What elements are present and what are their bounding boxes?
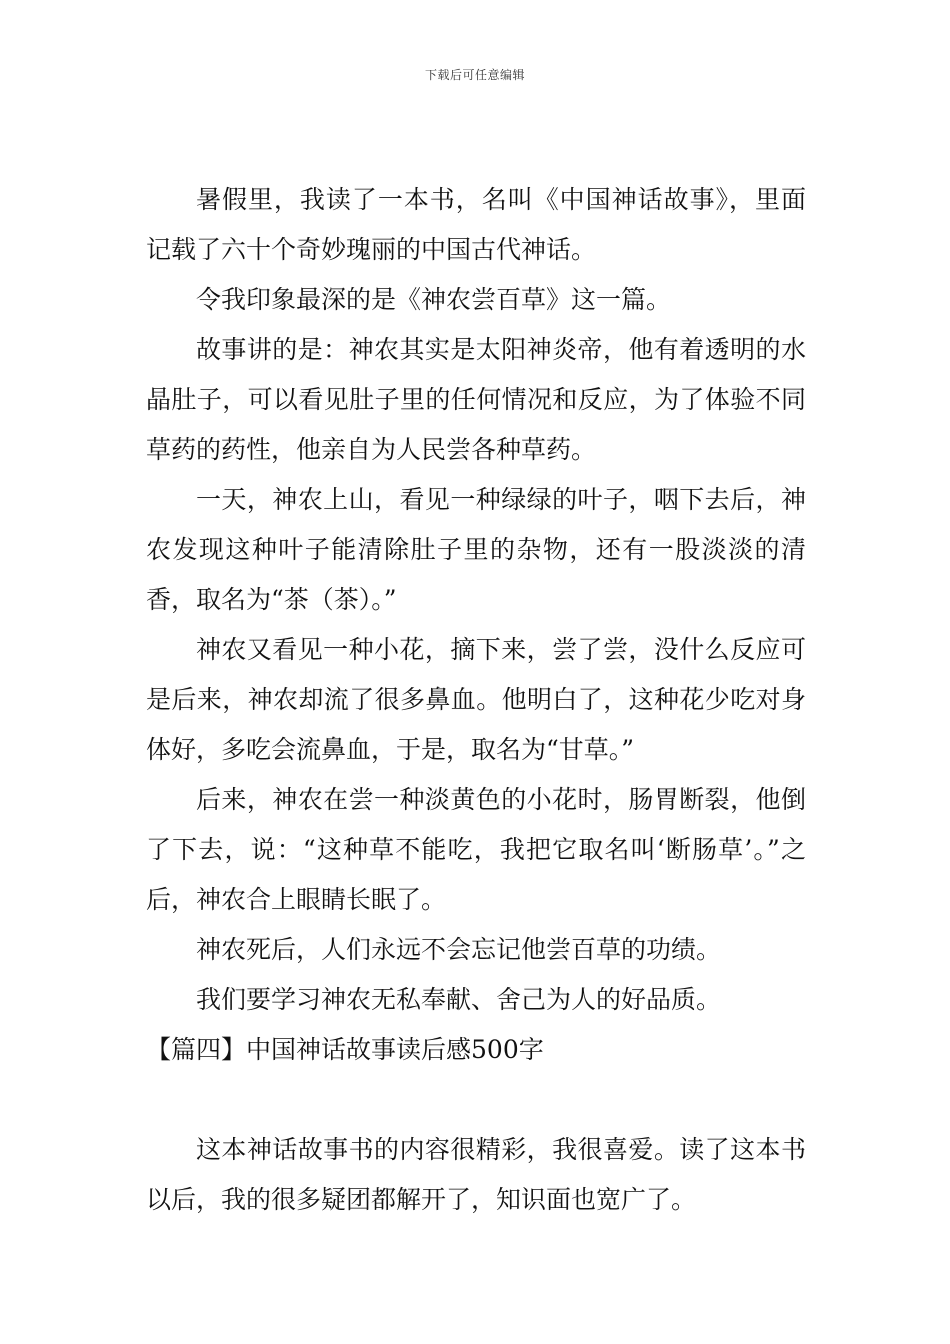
paragraph-6: 后来，神农在尝一种淡黄色的小花时，肠胃断裂，他倒了下去，说：“这种草不能吃，我把它取名叫‘断肠草’。”之后，神农合上眼睛长眠了。 (146, 785, 806, 914)
blank-line (146, 1075, 806, 1125)
body-text (146, 175, 806, 1225)
section-paragraph-1: 这本神话故事书的内容很精彩，我很喜爱。读了这本书以后，我的很多疑团都解开了，知识面也宽广了。 (146, 1135, 806, 1214)
paragraph-4: 一天，神农上山，看见一种绿绿的叶子，咽下去后，神农发现这种叶子能清除肚子里的杂物，还有一股淡淡的清香，取名为“茶（茶）。” (146, 485, 806, 614)
paragraph-1: 暑假里，我读了一本书，名叫《中国神话故事》，里面记载了六十个奇妙瑰丽的中国古代神话。 (146, 185, 806, 264)
paragraph-8: 我们要学习神农无私奉献、舍己为人的好品质。 (196, 985, 722, 1014)
paragraph-3: 故事讲的是：神农其实是太阳神炎帝，他有着透明的水晶肚子，可以看见肚子里的任何情况和反应，为了体验不同草药的药性，他亲自为人民尝各种草药。 (146, 335, 806, 464)
paragraph-2: 令我印象最深的是《神农尝百草》这一篇。 (196, 285, 672, 314)
paragraph-7: 神农死后，人们永远不会忘记他尝百草的功绩。 (196, 935, 722, 964)
header-note: 下载后可任意编辑 (424, 68, 525, 82)
paragraph-5: 神农又看见一种小花，摘下来，尝了尝，没什么反应可是后来，神农却流了很多鼻血。他明白了，这种花少吃对身体好，多吃会流鼻血，于是，取名为“甘草。” (146, 635, 806, 764)
section-heading: 【篇四】中国神话故事读后感500字 (146, 1035, 544, 1064)
